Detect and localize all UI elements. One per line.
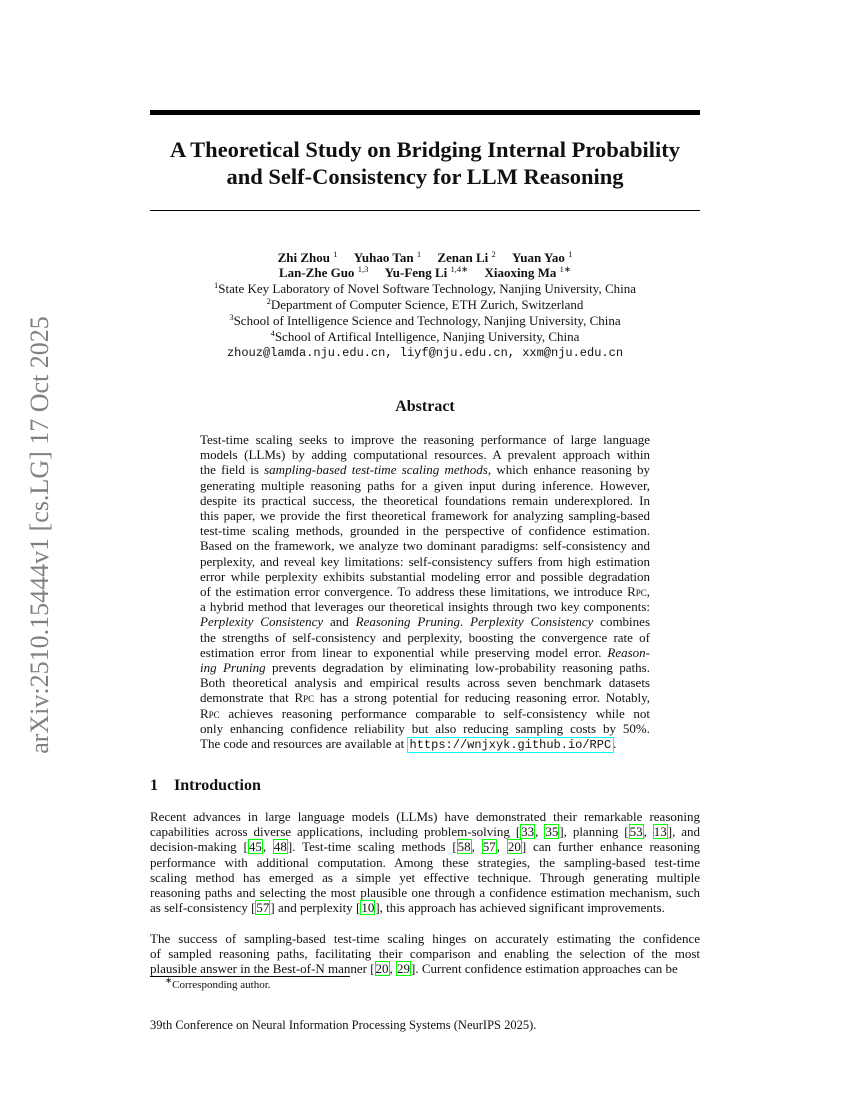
text-line [200,493,650,508]
text-span: only enhancing confidence reliability but also reducing sampling costs by 50%. [200,720,650,736]
text-span: scaling method has emerged as a simple yet effective technique. Through generating multiple [150,869,700,885]
affiliation-number: 1 [213,280,219,290]
italic-text: Perplexity Consistency [200,614,324,630]
text-span: and [323,614,356,630]
text-line [200,721,650,736]
title-line: A Theoretical Study on Bridging Internal Probability [169,137,681,162]
text-span: estimation error from linear to exponential while preserving model error. [200,644,608,660]
method-name: Rpc [294,690,315,706]
text-line [200,675,650,690]
italic-text: Reason- [607,644,650,660]
text-line [200,523,650,538]
text-line [200,660,650,675]
text-span: ]. Current confidence estimation approaches can be [411,961,678,977]
text-line [200,447,650,462]
citation-link[interactable]: 10 [361,900,375,916]
text-span: capabilities across diverse applications, including problem-solving [ [150,824,521,840]
method-name: Rpc [627,584,647,599]
authors-line-2 [150,265,700,281]
abstract-heading: Abstract [395,398,455,415]
text-line [150,885,700,900]
author-name: Yuan Yao [512,250,565,265]
text-span: this paper, we provide the first theoretical framework for analyzing sampling-based [200,508,650,523]
text-span: test-time scaling methods, grounded in the perspective of confidence estimation. [200,523,650,539]
author-name: Lan-Zhe Guo [278,265,355,280]
text-line [150,824,700,839]
text-span: plausible answer in the Best-of-N manner [ [150,961,375,977]
text-span: ]. Test-time scaling methods [ [287,839,457,855]
affiliation-line [150,281,700,297]
text-line [200,630,650,645]
citation-link[interactable]: 35 [545,824,559,840]
text-span: despite its practical success, the theoretical foundations remain underexplored. In [200,492,650,508]
text-line [200,478,650,493]
text-line [200,614,650,629]
text-span: a hybrid method that leverages our theoretical insights through two key components: [200,599,650,615]
author-emails: zhouz@lamda.nju.edu.cn, liyf@nju.edu.cn, xxm@nju.edu.cn [226,346,624,360]
text-span: , [496,839,507,855]
text-line [150,855,700,870]
text-span: has a strong potential for reducing reasoning error. Notably, [314,690,651,706]
text-line [200,690,650,705]
footnote [165,975,271,991]
text-span: , [262,839,273,855]
section-title: Introduction [174,777,261,794]
text-line [200,508,650,523]
text-span: the field is [200,462,265,478]
footnote-rule [150,976,350,977]
footnote-mark: ∗ [165,975,173,985]
citation-link[interactable]: 13 [653,824,667,840]
paper-title [150,136,700,190]
citation-link[interactable]: 53 [629,824,643,840]
text-span: , [535,824,545,840]
text-span: ], and [667,824,700,840]
text-line [150,839,700,854]
text-span: The success of sampling-based test-time scaling hinges on accurately estimating the confidence [150,931,700,946]
text-span: Test-time scaling seeks to improve the reasoning performance of large language [200,432,650,447]
author-affiliation-mark: 1 [568,249,573,259]
text-line [200,584,650,599]
text-span: as self-consistency [ [150,900,256,916]
author-name: Xiaoxing Ma [484,265,557,280]
author-name: Zenan Li [437,250,489,265]
author-name: Zhi Zhou [277,250,330,265]
citation-link[interactable]: 20 [375,961,389,977]
text-span: perplexity, and reveal key limitations: self-consistency suffers from high estimation [200,553,650,569]
citation-link[interactable]: 45 [248,839,262,855]
affiliation-text: State Key Laboratory of Novel Software Technology, Nanjing University, China [218,281,636,296]
citation-link[interactable]: 33 [521,824,535,840]
italic-text: ing Pruning [200,660,266,675]
affiliation-number: 2 [266,296,271,306]
text-span: achieves reasoning performance comparable to self-consistency while not [219,705,650,721]
author-affiliation-mark: 1,3 [357,264,369,274]
text-span: Based on the framework, we analyze two dominant paradigms: self-consistency and [200,538,650,554]
text-span: ] and perplexity [ [270,900,361,916]
text-line [150,870,700,885]
text-span: Recent advances in large language models (LLMs) have demonstrated their remarkable reasoning [150,809,700,824]
text-span: the strengths of self-consistency and perplexity, boosting the convergence rate of [200,629,650,645]
citation-link[interactable]: 57 [256,900,270,916]
text-span: . [460,614,471,630]
author-affiliation-mark: 1 [333,249,338,259]
affiliation-line [150,313,700,329]
conference-footer: 39th Conference on Neural Information Processing Systems (NeurIPS 2025). [150,1018,537,1032]
affiliation-number: 4 [270,328,275,338]
text-span: , which enhance reasoning by [487,462,650,478]
text-span: of the estimation error convergence. To address these limitations, we introduce [200,584,628,599]
text-span: models (LLMs) by adding computational resources. A prevalent approach within [200,447,650,463]
italic-text: Perplexity Consistency [470,614,594,630]
text-line [150,961,700,976]
text-span: reasoning paths and selecting the most plausible one through a confidence estimation mechanism, such [150,885,700,900]
text-line [200,569,650,584]
text-span: of sampled reasoning paths, facilitating their comparison and enabling the selection of the most [150,946,700,962]
title-line: and Self-Consistency for LLM Reasoning [226,164,624,189]
author-affiliation-mark: 2 [491,249,496,259]
text-span: demonstrate that [200,690,295,706]
author-name: Yuhao Tan [353,250,414,265]
affiliation-text: Department of Computer Science, ETH Zurich, Switzerland [270,297,584,312]
text-line [150,946,700,961]
text-span: , [643,824,653,840]
text-line [150,809,700,824]
section-heading-introduction [150,777,261,795]
arxiv-stamp: arXiv:2510.15444v1 [cs.LG] 17 Oct 2025 [25,316,54,754]
text-line [200,538,650,553]
citation-link[interactable]: 58 [457,839,471,855]
section-number: 1 [150,777,158,794]
italic-text: sampling-based test-time scaling methods [264,462,488,478]
citation-link[interactable]: 29 [397,961,411,977]
affiliation-text: School of Artifical Intelligence, Nanjing University, China [274,329,580,344]
text-span: error while perplexity exhibits substantial modeling error and possible degradation [200,568,650,584]
text-span: , [471,839,482,855]
authors-line-1 [150,250,700,266]
text-span: combines [593,614,650,630]
code-url-link[interactable]: https://wnjxyk.github.io/RPC [409,738,612,752]
text-span: , [389,961,397,977]
text-span: . [613,736,617,751]
author-affiliation-mark: 1,4∗ [450,264,469,274]
text-line [200,645,650,660]
text-line [150,931,700,946]
text-span: The code and resources are available at [200,736,408,751]
author-affiliation-mark: 1∗ [559,264,572,274]
text-span: , [646,584,650,599]
text-line [200,706,650,721]
italic-text: Reasoning Pruning [355,614,461,630]
citation-link[interactable]: 48 [273,839,287,855]
author-name: Yu-Feng Li [384,265,448,280]
text-span: generating multiple reasoning paths for a given input during inference. However, [200,477,650,493]
text-span: ], this approach has achieved significant improvements. [375,900,665,916]
text-line [200,432,650,447]
text-line [150,900,700,915]
text-line [200,462,650,477]
title-top-rule [150,110,700,115]
text-line [200,599,650,614]
affiliation-line [150,297,700,313]
text-span: performance with additional computation. Among these strategies, the sampling-based test-time [150,854,700,870]
method-name: Rpc [200,705,220,721]
text-line [200,736,650,753]
affiliation-number: 3 [229,312,234,322]
text-span: ] can further enhance reasoning [521,839,700,855]
text-span: Both theoretical analysis and empirical results across seven benchmark datasets [200,675,650,691]
affiliation-line [150,329,700,345]
text-span: decision-making [ [150,839,248,855]
text-span: ], planning [ [559,824,629,840]
text-line [200,554,650,569]
author-affiliation-mark: 1 [416,249,422,259]
text-span: prevents degradation by eliminating low-probability reasoning paths. [265,660,650,675]
title-bottom-rule [150,210,700,211]
citation-link[interactable]: 57 [482,839,496,855]
citation-link[interactable]: 20 [507,839,521,855]
footnote-text: Corresponding author. [172,979,271,991]
affiliation-text: School of Intelligence Science and Technology, Nanjing University, China [233,313,621,328]
